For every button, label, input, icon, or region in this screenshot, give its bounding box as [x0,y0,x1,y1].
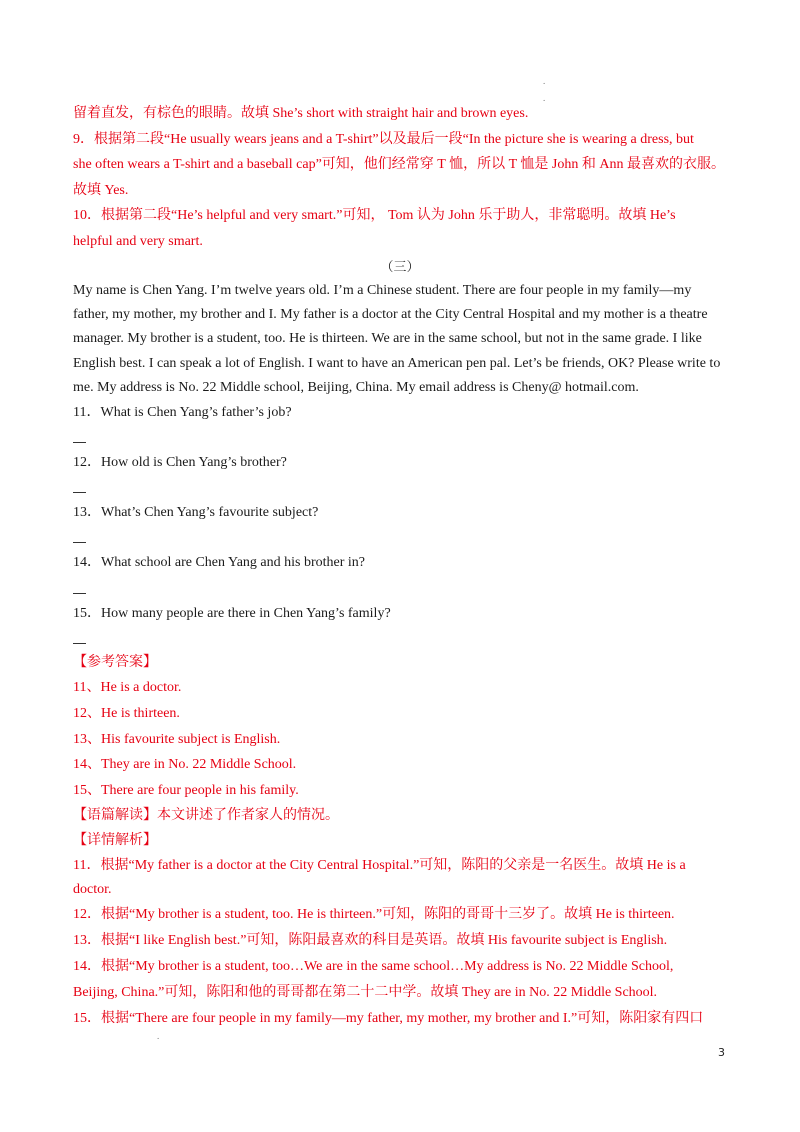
question-line: 14．What school are Chen Yang and his brother in? [73,555,365,570]
reference-answer-heading: 【参考答案】 [73,655,157,670]
answer-text-line: 9．根据第二段“He usually wears jeans and a T-shirt”以及最后一段“In the picture she is wearing a dress, but [73,132,694,147]
reference-answer: 14、They are in No. 22 Middle School. [73,757,297,772]
answer-text-line: 10．根据第二段“He’s helpful and very smart.”可知， Tom 认为 John 乐于助人，非常聪明。故填 He’s [73,208,676,223]
passage-line: father, my mother, my brother and I. My father is a doctor at the City Central Hospital and my mother is a theatre [73,307,708,322]
passage-summary: 【语篇解读】本文讲述了作者家人的情况。 [73,808,339,823]
reference-answer: 12、He is thirteen. [73,706,180,721]
analysis-line: 13．根据“I like English best.”可知，陈阳最喜欢的科目是英语。故填 His favourite subject is English. [73,933,668,948]
analysis-line: 11．根据“My father is a doctor at the City Central Hospital.”可知，陈阳的父亲是一名医生。故填 He is a [73,858,686,873]
answer-text-line: 故填 Yes. [73,183,129,198]
answer-text-line: helpful and very smart. [73,234,203,249]
reference-answer: 13、His favourite subject is English. [73,732,281,747]
page-number: 3 [718,1046,725,1059]
passage-line: My name is Chen Yang. I’m twelve years old. I’m a Chinese student. There are four people in my family—my [73,283,692,298]
passage-line: English best. I can speak a lot of English. I want to have an American pen pal. Let’s be friends, OK? Please write to [73,356,721,371]
top-mark: . [543,76,546,86]
analysis-line: Beijing, China.”可知，陈阳和他的哥哥都在第二十二中学。故填 They are in No. 22 Middle School. [73,985,658,1000]
answer-text-line: 留着直发，有棕色的眼睛。故填 She’s short with straight hair and brown eyes. [73,106,529,121]
section-heading: （三） [380,259,420,274]
answer-blank [73,542,86,543]
analysis-line: doctor. [73,882,112,897]
analysis-line: 15．根据“There are four people in my family—my father, my mother, my brother and I.”可知，陈阳家有四口 [73,1011,704,1026]
answer-text-line: she often wears a T-shirt and a baseball cap”可知，他们经常穿 T 恤，所以 T 恤是 John 和 Ann 最喜欢的衣服。 [73,157,725,172]
answer-blank [73,442,86,443]
analysis-line: 12．根据“My brother is a student, too. He is thirteen.”可知，陈阳的哥哥十三岁了。故填 He is thirteen. [73,907,675,922]
passage-line: me. My address is No. 22 Middle school, Beijing, China. My email address is Cheny@ hotmail.com. [73,380,639,395]
detail-analysis-heading: 【详情解析】 [73,833,157,848]
analysis-line: 14．根据“My brother is a student, too…We are in the same school…My address is No. 22 Middle School, [73,959,674,974]
question-line: 13．What’s Chen Yang’s favourite subject? [73,505,319,520]
reference-answer: 15、There are four people in his family. [73,783,299,798]
question-line: 12．How old is Chen Yang’s brother? [73,455,287,470]
passage-line: manager. My brother is a student, too. He is thirteen. We are in the same school, but not in the same grade. I like [73,331,702,346]
answer-blank [73,492,86,493]
bottom-mark: . [157,1031,160,1041]
answer-blank [73,643,86,644]
answer-blank [73,593,86,594]
question-line: 15．How many people are there in Chen Yang’s family? [73,606,391,621]
top-mark: . [543,93,546,103]
question-line: 11．What is Chen Yang’s father’s job? [73,405,292,420]
reference-answer: 11、He is a doctor. [73,680,182,695]
